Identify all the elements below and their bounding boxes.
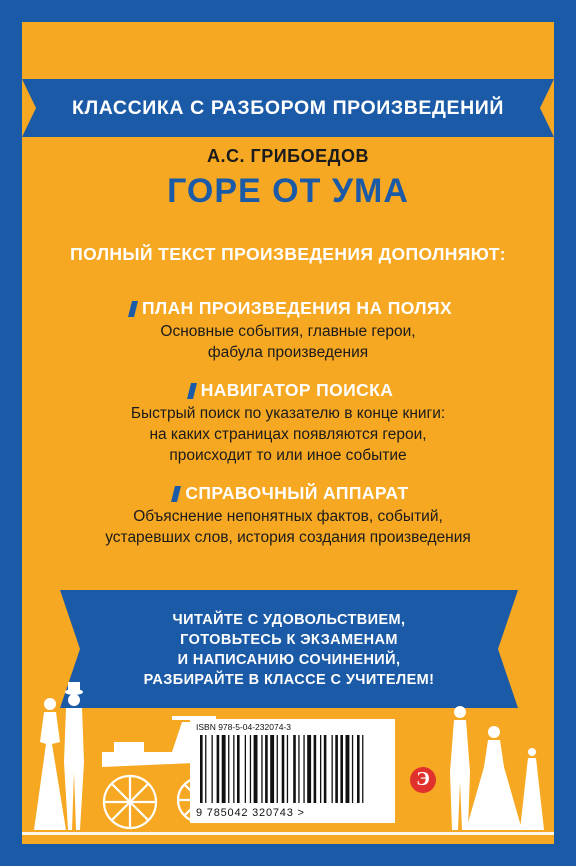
description-line: фабула произведения [207, 344, 369, 361]
series-title: КЛАССИКА С РАЗБОРОМ ПРОИЗВЕДЕНИЙ [71, 97, 505, 119]
description-line: Быстрый поиск по указателю в конце книги: [130, 405, 446, 422]
intro-heading: ПОЛНЫЙ ТЕКСТ ПРОИЗВЕДЕНИЯ ДОПОЛНЯЮТ: [70, 244, 506, 264]
publisher-logo-letter: Э [416, 768, 430, 790]
ribbon-line: И НАПИСАНИЮ СОЧИНЕНИЙ, [177, 652, 401, 668]
section-title: НАВИГАТОР ПОИСКА [200, 380, 394, 400]
section-navigator-heading [22, 380, 554, 401]
section-navigator-description [22, 403, 554, 466]
ribbon-text [60, 610, 518, 690]
bullet-icon [187, 383, 197, 399]
description-line: устаревших слов, история создания произведения [105, 529, 471, 546]
barcode-image [196, 735, 389, 805]
bullet-icon [128, 301, 138, 317]
series-banner [22, 79, 554, 137]
book-title: ГОРЕ ОТ УМА [167, 172, 409, 210]
description-line: Объяснение непонятных фактов, событий, [133, 508, 443, 525]
book-author: А.С. ГРИБОЕДОВ [207, 146, 369, 166]
section-title: СПРАВОЧНЫЙ АППАРАТ [185, 483, 409, 503]
ribbon-line: ГОТОВЬТЕСЬ К ЭКЗАМЕНАМ [180, 632, 398, 648]
isbn-text: ISBN 978-5-04-232074-3 [196, 722, 291, 732]
description-line: Основные события, главные герои, [160, 323, 416, 340]
section-title: ПЛАН ПРОИЗВЕДЕНИЯ НА ПОЛЯХ [141, 298, 453, 318]
publisher-logo [410, 767, 436, 793]
description-line: на каких страницах появляются герои, [149, 426, 427, 443]
ribbon-line: РАЗБИРАЙТЕ В КЛАССЕ С УЧИТЕЛЕМ! [143, 672, 435, 688]
description-line: происходит то или иное событие [169, 447, 407, 464]
ribbon-line: ЧИТАЙТЕ С УДОВОЛЬСТВИЕМ, [172, 612, 406, 628]
section-reference-description [22, 506, 554, 548]
section-plan-heading [22, 298, 554, 319]
section-plan-description [22, 321, 554, 363]
barcode-digits: 9 785042 320743 > [196, 807, 305, 819]
bullet-icon [171, 486, 181, 502]
book-back-cover [22, 22, 554, 844]
barcode-block [190, 719, 395, 823]
section-reference-heading [22, 483, 554, 504]
